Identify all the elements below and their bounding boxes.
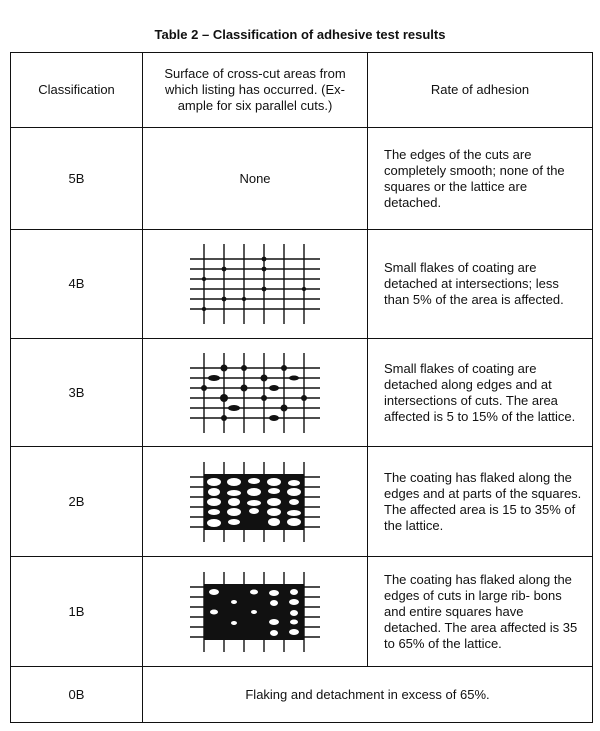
rate-cell-merged: Flaking and detachment in excess of 65%. bbox=[143, 667, 593, 723]
table-title: Table 2 – Classification of adhesive test results bbox=[154, 27, 446, 42]
surface-cell: None bbox=[143, 128, 368, 230]
class-cell: 0B bbox=[11, 667, 143, 723]
class-cell: 3B bbox=[11, 339, 143, 447]
class-cell: 5B bbox=[11, 128, 143, 230]
lattice-2b-image bbox=[190, 462, 320, 542]
header-classification: Classification bbox=[11, 53, 143, 128]
class-cell: 4B bbox=[11, 230, 143, 339]
surface-cell bbox=[143, 339, 368, 447]
surface-cell bbox=[143, 557, 368, 667]
rate-cell: The edges of the cuts are completely smooth; none of the squares or the lattice are detached. bbox=[368, 128, 593, 230]
lattice-1b-image bbox=[190, 572, 320, 652]
table-row bbox=[11, 230, 593, 339]
lattice-3b-image bbox=[190, 353, 320, 433]
header-row bbox=[11, 53, 593, 128]
class-cell: 1B bbox=[11, 557, 143, 667]
table-row bbox=[11, 128, 593, 230]
table-row bbox=[11, 339, 593, 447]
header-surface: Surface of cross-cut areas from which listing has occurred. (Ex- ample for six parallel cuts.) bbox=[143, 53, 368, 128]
header-rate: Rate of adhesion bbox=[368, 53, 593, 128]
surface-cell bbox=[143, 447, 368, 557]
classification-table bbox=[10, 52, 593, 723]
class-cell: 2B bbox=[11, 447, 143, 557]
rate-cell: Small flakes of coating are detached at intersections; less than 5% of the area is affected. bbox=[368, 230, 593, 339]
table-row bbox=[11, 667, 593, 723]
rate-cell: Small flakes of coating are detached along edges and at intersections of cuts. The area affected is 5 to 15% of the lattice. bbox=[368, 339, 593, 447]
surface-cell bbox=[143, 230, 368, 339]
rate-cell: The coating has flaked along the edges of cuts in large rib- bons and entire squares have detached. The area affected is 35 to 65% of the lattice. bbox=[368, 557, 593, 667]
rate-cell: The coating has flaked along the edges and at parts of the squares. The affected area is 15 to 35% of the lattice. bbox=[368, 447, 593, 557]
table-row bbox=[11, 557, 593, 667]
lattice-4b-image bbox=[190, 244, 320, 324]
table-row bbox=[11, 447, 593, 557]
